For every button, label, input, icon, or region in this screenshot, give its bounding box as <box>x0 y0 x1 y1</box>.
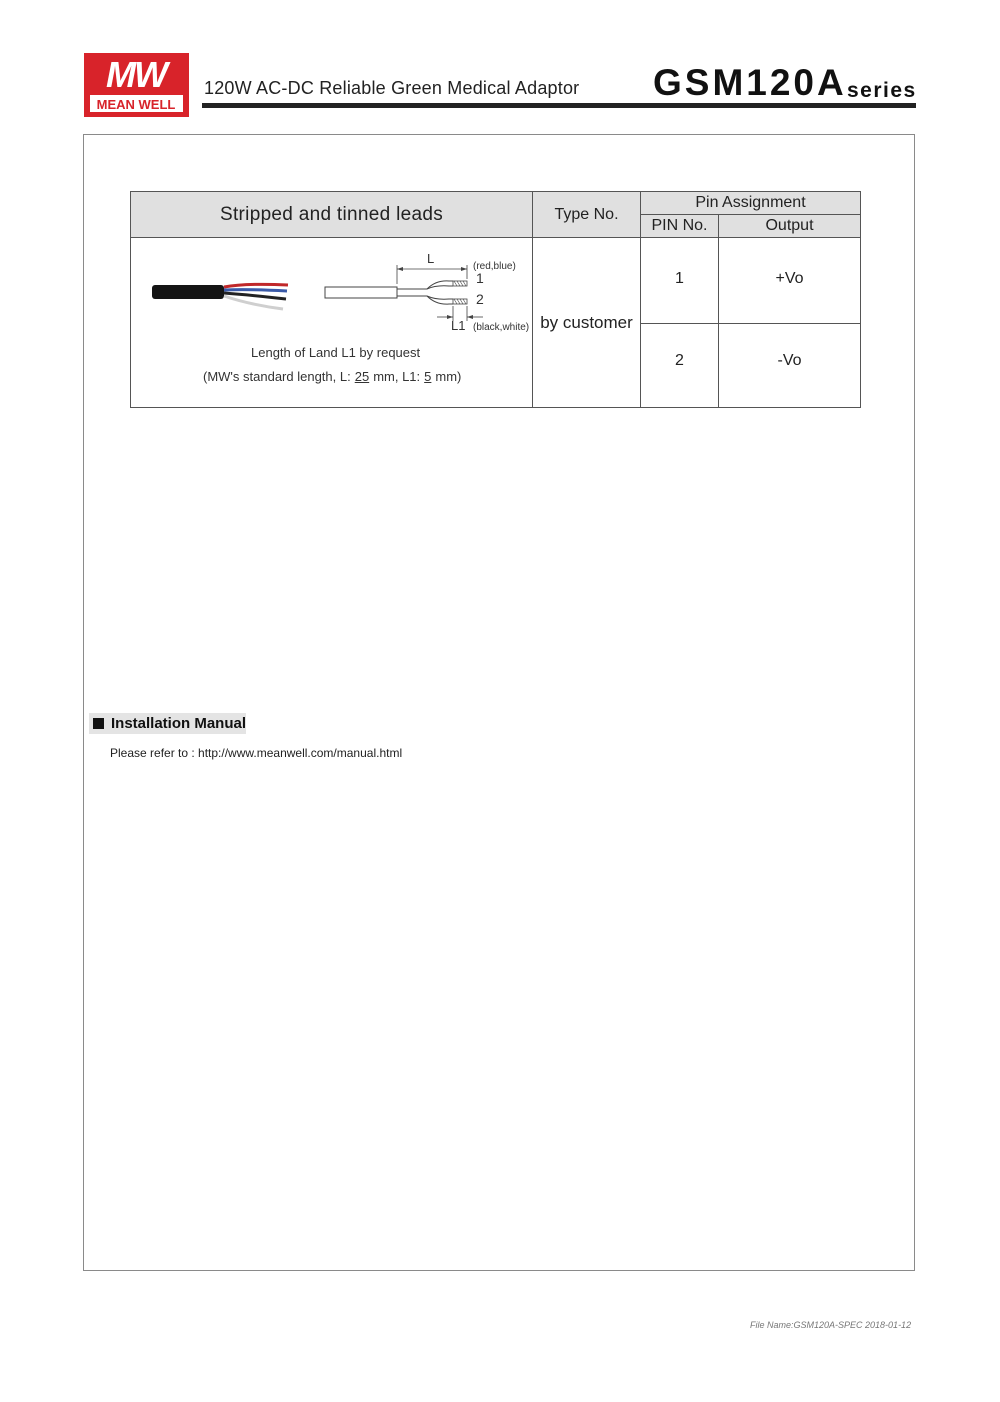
cable-jacket-icon <box>152 285 224 299</box>
pin-2-number: 2 <box>641 323 719 407</box>
wire-blue-icon <box>224 289 287 290</box>
standard-length-L1: 5 <box>424 368 432 384</box>
standard-length-L: 25 <box>354 368 370 384</box>
header-pin-assignment: Pin Assignment <box>641 192 861 215</box>
land-length-note: Length of Land L1 by request <box>251 344 421 360</box>
type-no-value: by customer <box>533 238 641 408</box>
file-name-footer: File Name:GSM120A-SPEC 2018-01-12 <box>750 1320 912 1330</box>
pin-2-output: -Vo <box>719 323 861 407</box>
header-output: Output <box>719 215 861 238</box>
logo-mark: MW <box>106 54 166 95</box>
bullet-square-icon <box>93 718 104 729</box>
model-title: GSM120A <box>653 62 847 103</box>
pin-1-output: +Vo <box>719 238 861 323</box>
label-red-blue: (red,blue) <box>473 260 516 272</box>
cable-diagram <box>131 239 533 349</box>
series-label: series <box>847 79 917 102</box>
lead-1-label: 1 <box>476 269 484 286</box>
standard-length-note: (MW's standard length, L: 25 mm, L1: 5 mm) <box>203 368 462 384</box>
installation-heading <box>89 713 246 734</box>
pin-1-number: 1 <box>641 238 719 323</box>
cable-outline-icon <box>325 287 397 298</box>
header-rule <box>202 103 916 108</box>
lead-assignment-table <box>130 191 861 408</box>
label-black-white: (black,white) <box>473 321 530 333</box>
header-type-no: Type No. <box>533 192 641 238</box>
header-stripped-leads: Stripped and tinned leads <box>131 192 533 238</box>
lead-2-label: 2 <box>476 290 484 307</box>
header-pin-no: PIN No. <box>641 215 719 238</box>
installation-title: Installation Manual <box>110 715 246 732</box>
logo-brand-name: MEAN WELL <box>96 97 176 112</box>
document-subtitle: 120W AC-DC Reliable Green Medical Adaptor <box>204 78 580 98</box>
label-L: L <box>427 250 435 266</box>
label-L1: L1 <box>451 317 466 333</box>
wire-red-icon <box>224 284 288 287</box>
lead-diagram-cell <box>131 238 533 408</box>
installation-reference-text: Please refer to : http://www.meanwell.com/manual.html <box>110 746 403 760</box>
mean-well-logo <box>84 53 189 117</box>
